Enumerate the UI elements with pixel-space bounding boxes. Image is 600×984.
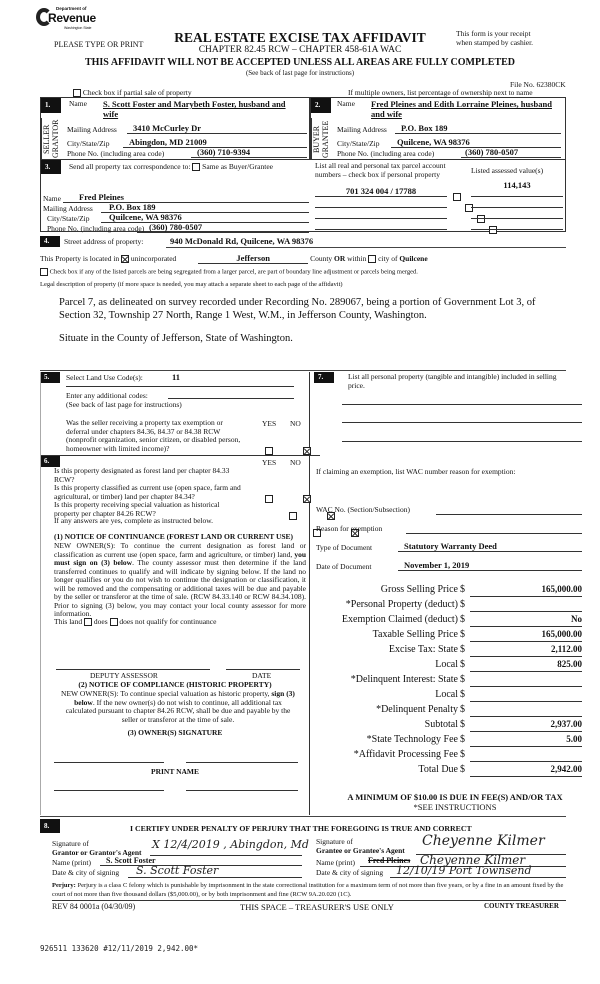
- qualify-label: qualify for continuance: [146, 617, 217, 626]
- document-date-label: Date of Document: [316, 562, 372, 571]
- deputy-assessor-label: DEPUTY ASSESSOR: [90, 671, 158, 680]
- section-4-property: [40, 236, 566, 374]
- fee-row: [310, 659, 600, 674]
- assessor-date-line[interactable]: [226, 669, 300, 670]
- section-divider: [310, 455, 320, 456]
- fee-row: [310, 704, 600, 719]
- question-line: agricultural, or timber) land per chapter 84.34?: [54, 491, 195, 501]
- segregated-row: [40, 268, 418, 276]
- notice-compliance-title: (2) NOTICE OF COMPLIANCE (HISTORIC PROPERTY): [78, 680, 272, 689]
- grantee-signature[interactable]: Cheyenne Kilmer: [422, 833, 545, 849]
- yes-header: YES: [262, 419, 277, 428]
- fee-value[interactable]: 5.00: [470, 734, 582, 747]
- section-2-buyer: [310, 97, 566, 160]
- exemption-question: [66, 419, 256, 453]
- legal-description-line: Section 32, Township 27 North, Range 1 West, W.M., in Jefferson County, Washington.: [59, 310, 427, 321]
- partial-sale-row: [73, 88, 192, 97]
- buyer-name-cont[interactable]: and wife: [371, 109, 402, 119]
- mailing-address-label: Mailing Address: [43, 204, 93, 213]
- section-1-seller: [40, 97, 310, 160]
- notice-continuance-title: (1) NOTICE OF CONTINUANCE (FOREST LAND OR CURRENT USE): [54, 532, 294, 541]
- receipt-note: [456, 29, 533, 47]
- parcel-number[interactable]: [315, 208, 447, 219]
- personal-property-line-2[interactable]: [342, 422, 582, 423]
- phone-label: Phone No. (including area code): [67, 149, 165, 158]
- fee-value[interactable]: 2,112.00: [470, 644, 582, 657]
- land-use-label: Select Land Use Code(s):: [66, 373, 143, 382]
- dor-logo: [36, 6, 96, 32]
- fee-value[interactable]: 2,942.00: [470, 764, 582, 777]
- perjury-bold: Perjury:: [52, 882, 76, 889]
- treasurer-space-label: THIS SPACE – TREASURER'S USE ONLY: [240, 902, 394, 912]
- within-city-checkbox[interactable]: [368, 255, 376, 263]
- forest-question: [54, 484, 254, 501]
- section-divider: [40, 455, 310, 456]
- question-line: homeowner with limited income)?: [66, 443, 170, 453]
- no-header: NO: [290, 419, 301, 428]
- notice-continuance-body: [54, 542, 306, 619]
- minimum-fee-note: A MINIMUM OF $10.00 IS DUE IN FEE(S) AND/OR TAX: [347, 792, 563, 802]
- phone-label: Phone No. (including area code): [47, 224, 145, 233]
- fee-row: [310, 764, 600, 779]
- legal-description[interactable]: [59, 296, 535, 345]
- parcel-number[interactable]: [315, 219, 447, 230]
- currency-symbol: $: [460, 719, 465, 730]
- question-line: property per chapter 84.26 RCW?: [54, 508, 156, 518]
- fee-value[interactable]: 825.00: [470, 659, 582, 672]
- send-correspondence-row: [69, 162, 273, 171]
- grantee-name-handwritten[interactable]: Cheyenne Kilmer: [420, 853, 526, 867]
- fee-value[interactable]: [470, 704, 582, 717]
- fee-label: Gross Selling Price: [380, 584, 458, 595]
- fee-label: Subtotal: [424, 719, 458, 730]
- buyer-grantee-label: [311, 118, 331, 160]
- fee-label: *Delinquent Interest: State: [350, 674, 458, 685]
- fee-row: [310, 749, 600, 764]
- form-title: REAL ESTATE EXCISE TAX AFFIDAVIT: [174, 30, 426, 45]
- seller-grantor-label: [41, 118, 61, 160]
- assessed-header: Listed assessed value(s): [471, 166, 544, 175]
- fee-label: Local: [435, 689, 458, 700]
- exemption-reason-label: If claiming an exemption, list WAC number reason for exemption:: [316, 467, 516, 476]
- print-name-line-2[interactable]: [186, 790, 298, 791]
- grantor-signature[interactable]: X 12/4/2019 , Abingdon, Md: [152, 838, 309, 851]
- warning-heading: THIS AFFIDAVIT WILL NOT BE ACCEPTED UNLESS ALL AREAS ARE FULLY COMPLETED: [84, 57, 516, 68]
- fee-value[interactable]: [470, 689, 582, 702]
- seller-city[interactable]: Abingdon, MD 21009: [123, 137, 307, 148]
- legal-description-line: Parcel 7, as delineated on survey recorded under Recording No. 289067, being a portion of Government Lot 3, of: [59, 297, 536, 308]
- additional-codes-input[interactable]: [168, 390, 294, 399]
- instructions-note: (See back of last page for instructions): [245, 69, 355, 77]
- currency-symbol: $: [460, 749, 465, 760]
- segregated-label: Check box if any of the listed parcels are being segregated from a larger parcel, are part of boundary line adjustment or parcels being merged.: [49, 268, 418, 276]
- within-label: within: [347, 254, 367, 263]
- located-label: This Property is located in: [40, 254, 120, 263]
- name-label: Name: [337, 99, 355, 108]
- file-number: File No. 62380CK: [510, 80, 566, 89]
- perjury-text: Perjury is a class C felony which is punishable by imprisonment in the state correctional institution for a maximum term of not more than five years, or by a fine in an amount fixed by the court of not more than five thousand dollars ($5,000.00), or by both imprisonment and fine (RCW 9A.20.020 (1C).: [52, 882, 564, 898]
- label-line: Signature of: [52, 839, 89, 848]
- currency-symbol: $: [460, 764, 465, 775]
- continuance-row: [54, 618, 216, 627]
- fee-row: [310, 719, 600, 734]
- unincorporated-checkbox[interactable]: [121, 255, 129, 263]
- grantee-signature-label: [316, 838, 405, 855]
- fee-label: Local: [435, 659, 458, 670]
- county-label: County: [310, 254, 333, 263]
- assessed-value[interactable]: [471, 208, 563, 219]
- assessed-value[interactable]: 114,143: [471, 180, 563, 197]
- buyer-address[interactable]: P.O. Box 189: [395, 123, 561, 134]
- no-header: NO: [290, 458, 301, 467]
- city-of-label: city of: [378, 254, 398, 263]
- land-use-code[interactable]: 11: [172, 372, 181, 382]
- side-label: GRANTOR: [51, 119, 60, 159]
- correspondence-name[interactable]: Fred Pleines: [63, 192, 309, 203]
- this-land-label: This land: [54, 617, 83, 626]
- fee-label: Total Due: [418, 764, 458, 775]
- county-treasurer-label: COUNTY TREASURER: [484, 902, 559, 910]
- label-line: Grantor or Grantor's Agent: [52, 847, 142, 857]
- fee-row: [310, 584, 600, 599]
- parcel-header-line: numbers – check box if personal property: [315, 170, 440, 179]
- segregated-checkbox[interactable]: [40, 268, 48, 276]
- question-line: Is this property designated as forest land per chapter 84.33: [54, 466, 230, 475]
- fee-row: [310, 644, 600, 659]
- grantor-date-city[interactable]: S. Scott Foster: [136, 864, 219, 877]
- section-number: 1.: [41, 98, 61, 113]
- grantee-name-label: Name (print): [316, 858, 355, 867]
- grantee-date-city[interactable]: 12/10/19 Port Townsend: [396, 864, 532, 877]
- notice-compliance-body: [58, 690, 298, 724]
- personal-property-line-1[interactable]: [342, 404, 582, 405]
- grantor-name[interactable]: S. Scott Foster: [100, 856, 302, 866]
- fee-value[interactable]: 165,000.00: [470, 584, 582, 597]
- or-label: OR: [334, 254, 346, 263]
- fee-value[interactable]: [470, 599, 582, 612]
- does-not-label: does not: [119, 617, 145, 626]
- section-3-correspondence: [40, 160, 566, 232]
- currency-symbol: $: [460, 734, 465, 745]
- fee-label: Excise Tax: State: [388, 644, 458, 655]
- section-number: 4.: [40, 236, 60, 247]
- question-yes-checkbox[interactable]: [265, 495, 273, 503]
- exemption-reason-input[interactable]: [406, 525, 582, 534]
- question-yes-checkbox[interactable]: [289, 512, 297, 520]
- currency-symbol: $: [460, 599, 465, 610]
- question-line: RCW?: [54, 474, 75, 484]
- section-7-sale-details: [310, 372, 582, 815]
- seller-phone[interactable]: (360) 710-9394: [191, 147, 307, 158]
- currency-symbol: $: [460, 704, 465, 715]
- fee-row: [310, 734, 600, 749]
- personal-property-checkbox[interactable]: [453, 193, 461, 201]
- section-number: 6.: [40, 456, 60, 467]
- currency-symbol: $: [460, 629, 465, 640]
- receipt-note-line: when stamped by cashier.: [456, 38, 534, 47]
- fee-label: *Personal Property (deduct): [345, 599, 458, 610]
- does-qualify-checkbox[interactable]: [84, 618, 92, 626]
- personal-property-line-3[interactable]: [342, 441, 582, 442]
- fee-value[interactable]: [470, 674, 582, 687]
- currency-symbol: $: [460, 689, 465, 700]
- name-label: Name: [69, 99, 87, 108]
- label-line: Grantee or Grantee's Agent: [316, 845, 405, 855]
- question-line: Is this property receiving special valuation as historical: [54, 500, 220, 509]
- notice-bold-text: sign (3) below: [74, 689, 295, 707]
- grantor-date-label: Date & city of signing: [52, 868, 120, 877]
- currency-symbol: $: [460, 674, 465, 685]
- correspondence-phone[interactable]: (360) 780-0507: [137, 222, 309, 233]
- left-column: [40, 372, 310, 815]
- side-label: SELLER: [42, 124, 51, 154]
- street-underline: [166, 247, 566, 248]
- fee-row: [310, 674, 600, 689]
- notice-text: NEW OWNER(S): To continue the current designation as forest land or classification as current use (open space, farm and agriculture, or timber) land,: [54, 541, 306, 559]
- street-address-label: Street address of property:: [64, 237, 144, 246]
- assessed-value[interactable]: [471, 197, 563, 208]
- question-line: Is this property classified as current use (open space, farm and: [54, 483, 241, 492]
- city-label: City/State/Zip: [337, 139, 380, 148]
- label-line: Signature of: [316, 837, 353, 846]
- county-value[interactable]: Jefferson: [198, 253, 308, 264]
- logo-top-text: Department of: [56, 6, 87, 11]
- buyer-city[interactable]: Quilcene, WA 98376: [391, 137, 561, 148]
- exemption-reason-field-label: Reason for exemption: [316, 524, 383, 533]
- owner-signature-line-1[interactable]: [54, 762, 164, 763]
- partial-sale-label: Check box if partial sale of property: [82, 88, 192, 97]
- currency-symbol: $: [460, 644, 465, 655]
- property-street-address[interactable]: 940 McDonald Rd, Quilcene, WA 98376: [170, 236, 314, 246]
- seller-name-cont[interactable]: wife: [103, 109, 119, 119]
- section-number: 2.: [311, 98, 331, 113]
- section-divider: [40, 370, 566, 371]
- fee-value[interactable]: No: [470, 614, 582, 627]
- notice-bold-text: you must sign on (3) below: [54, 549, 306, 567]
- section-number: 7.: [314, 372, 334, 383]
- currency-symbol: $: [460, 614, 465, 625]
- multiple-owners-note: If multiple owners, list percentage of ownership next to name: [348, 88, 533, 97]
- form-revision: REV 84 0001a (04/30/09): [52, 902, 136, 911]
- wac-number-label: WAC No. (Section/Subsection): [316, 505, 410, 514]
- fee-label: Exemption Claimed (deduct): [341, 614, 458, 625]
- notice-text: NEW OWNER(S): To continue special valuation as historic property,: [61, 689, 270, 698]
- seller-name[interactable]: S. Scott Foster and Marybeth Foster, husband and: [103, 99, 286, 109]
- form-chapter: CHAPTER 82.45 RCW – CHAPTER 458-61A WAC: [198, 45, 402, 55]
- notice-text: . The county assessor must then determine if the land transferred continues to qualify and will indicate by signing below. If the land no longer qualifies or you do not wish to continue the designation or classification, it will be removed and the compensating or additional taxes will be due and payable by the seller or transferor at the time of sale. (RCW 84.33.140 or RCW 84.34.108). Prior to signing (3) below, you may contact your local county assessor for more information.: [54, 558, 306, 618]
- side-label: GRANTEE: [321, 120, 330, 158]
- perjury-certification: I CERTIFY UNDER PENALTY OF PERJURY THAT THE FOREGOING IS TRUE AND CORRECT: [130, 824, 472, 833]
- same-as-buyer-checkbox[interactable]: [192, 163, 200, 171]
- document-date[interactable]: November 1, 2019: [398, 560, 582, 571]
- fee-label: *State Technology Fee: [366, 734, 458, 745]
- question-line: deferral under chapters 84.36, 84.37 or 84.38 RCW: [66, 426, 221, 436]
- property-location-row: [40, 253, 566, 264]
- same-as-buyer-label: Same as Buyer/Grantee: [202, 162, 273, 171]
- personal-property-label: List all personal property (tangible and intangible) included in selling price.: [348, 372, 557, 390]
- please-type-note: PLEASE TYPE OR PRINT: [54, 40, 144, 49]
- section-number: 8.: [40, 819, 60, 833]
- mailing-address-label: Mailing Address: [67, 125, 117, 134]
- print-name-label: PRINT NAME: [151, 767, 199, 776]
- phone-label: Phone No. (including area code): [337, 149, 435, 158]
- question-line: (nonprofit organization, senior citizen, or disabled person,: [66, 435, 241, 444]
- document-type[interactable]: Statutory Warranty Deed: [398, 541, 582, 552]
- send-correspondence-label: Send all property tax correspondence to:: [69, 162, 191, 171]
- land-use-underline: [66, 386, 294, 387]
- owner-signature-line-2[interactable]: [186, 762, 298, 763]
- correspondence-address[interactable]: P.O. Box 189: [101, 202, 309, 213]
- parcel-number[interactable]: [315, 197, 447, 208]
- section-8-certification: [40, 816, 566, 916]
- currency-symbol: $: [460, 659, 465, 670]
- yes-header: YES: [262, 458, 277, 467]
- fee-label: Taxable Selling Price: [372, 629, 458, 640]
- legal-description-line: Situate in the County of Jefferson, State of Washington.: [59, 333, 293, 344]
- print-name-line-1[interactable]: [54, 790, 164, 791]
- section-divider: [40, 816, 566, 817]
- left-column-border: [40, 372, 41, 815]
- logo-main-text: Revenue: [48, 11, 96, 25]
- currency-symbol: $: [460, 584, 465, 595]
- date-label: DATE: [252, 671, 272, 680]
- logo-sub-text: Washington State: [64, 26, 92, 30]
- wac-number-input[interactable]: [436, 506, 582, 515]
- question-line: Was the seller receiving a property tax exemption or: [66, 418, 223, 427]
- cashier-stamp: 926511 133620 #12/11/2019 2,942.00*: [40, 944, 199, 953]
- mailing-address-label: Mailing Address: [337, 125, 387, 134]
- grantor-signature-label: [52, 840, 142, 857]
- fee-row: [310, 689, 600, 704]
- legal-description-label: Legal description of property (if more space is needed, you may attach a separate sheet to each page of the affidavit): [40, 281, 343, 288]
- buyer-name[interactable]: Fred Pleines and Edith Lorraine Pleines, husband: [371, 99, 552, 109]
- grantee-date-line: [390, 877, 566, 878]
- parcel-header-line: List all real and personal tax parcel account: [315, 161, 446, 170]
- side-label: BUYER: [312, 125, 321, 153]
- parcel-header: [315, 161, 446, 179]
- perjury-notice: [52, 882, 566, 901]
- fee-row: [310, 614, 600, 629]
- grantor-date-line: [128, 877, 302, 878]
- does-not-qualify-checkbox[interactable]: [110, 618, 118, 626]
- deputy-assessor-signature-line[interactable]: [56, 669, 210, 670]
- name-label: Name: [43, 194, 61, 203]
- correspondence-city[interactable]: Quilcene, WA 98376: [101, 212, 309, 223]
- assessed-value[interactable]: [471, 219, 563, 230]
- does-label: does: [93, 617, 108, 626]
- fee-row: [310, 629, 600, 644]
- grantee-name[interactable]: Fred Pleines: [368, 856, 411, 865]
- city-value: Quilcene: [399, 254, 428, 263]
- unincorporated-label: unincorporated: [130, 254, 177, 263]
- fee-value[interactable]: 165,000.00: [470, 629, 582, 642]
- grantee-date-label: Date & city of signing: [316, 868, 384, 877]
- buyer-phone[interactable]: (360) 780-0507: [461, 147, 561, 158]
- fee-value[interactable]: [470, 749, 582, 762]
- forest-question: [54, 467, 254, 484]
- receipt-note-line: This form is your receipt: [456, 29, 531, 38]
- additional-codes-label: Enter any additional codes:: [66, 391, 148, 400]
- notice-text: . If the new owner(s) do not wish to continue, all additional tax calculated pursuant to chapter 84.26 RCW, shall be due and payable by the seller or transferor at the time of sale.: [65, 697, 291, 724]
- city-label: City/State/Zip: [47, 214, 90, 223]
- section-number: 5.: [40, 372, 60, 383]
- fee-row: [310, 599, 600, 614]
- seller-address[interactable]: 3410 McCurley Dr: [127, 123, 307, 134]
- grantor-name-label: Name (print): [52, 858, 91, 867]
- parcel-number[interactable]: 701 324 004 / 17788: [315, 186, 447, 197]
- see-instructions-note: *SEE INSTRUCTIONS: [413, 802, 497, 812]
- document-type-label: Type of Document: [316, 543, 373, 552]
- if-yes-note: If any answers are yes, complete as instructed below.: [54, 516, 214, 525]
- fee-label: *Affidavit Processing Fee: [353, 749, 458, 760]
- owner-signature-label: (3) OWNER(S) SIGNATURE: [127, 728, 223, 737]
- fee-value[interactable]: 2,937.00: [470, 719, 582, 732]
- fee-label: *Delinquent Penalty: [376, 704, 458, 715]
- section-number: 3.: [41, 160, 61, 174]
- city-label: City/State/Zip: [67, 139, 110, 148]
- additional-codes-note: (See back of last page for instructions): [66, 400, 182, 409]
